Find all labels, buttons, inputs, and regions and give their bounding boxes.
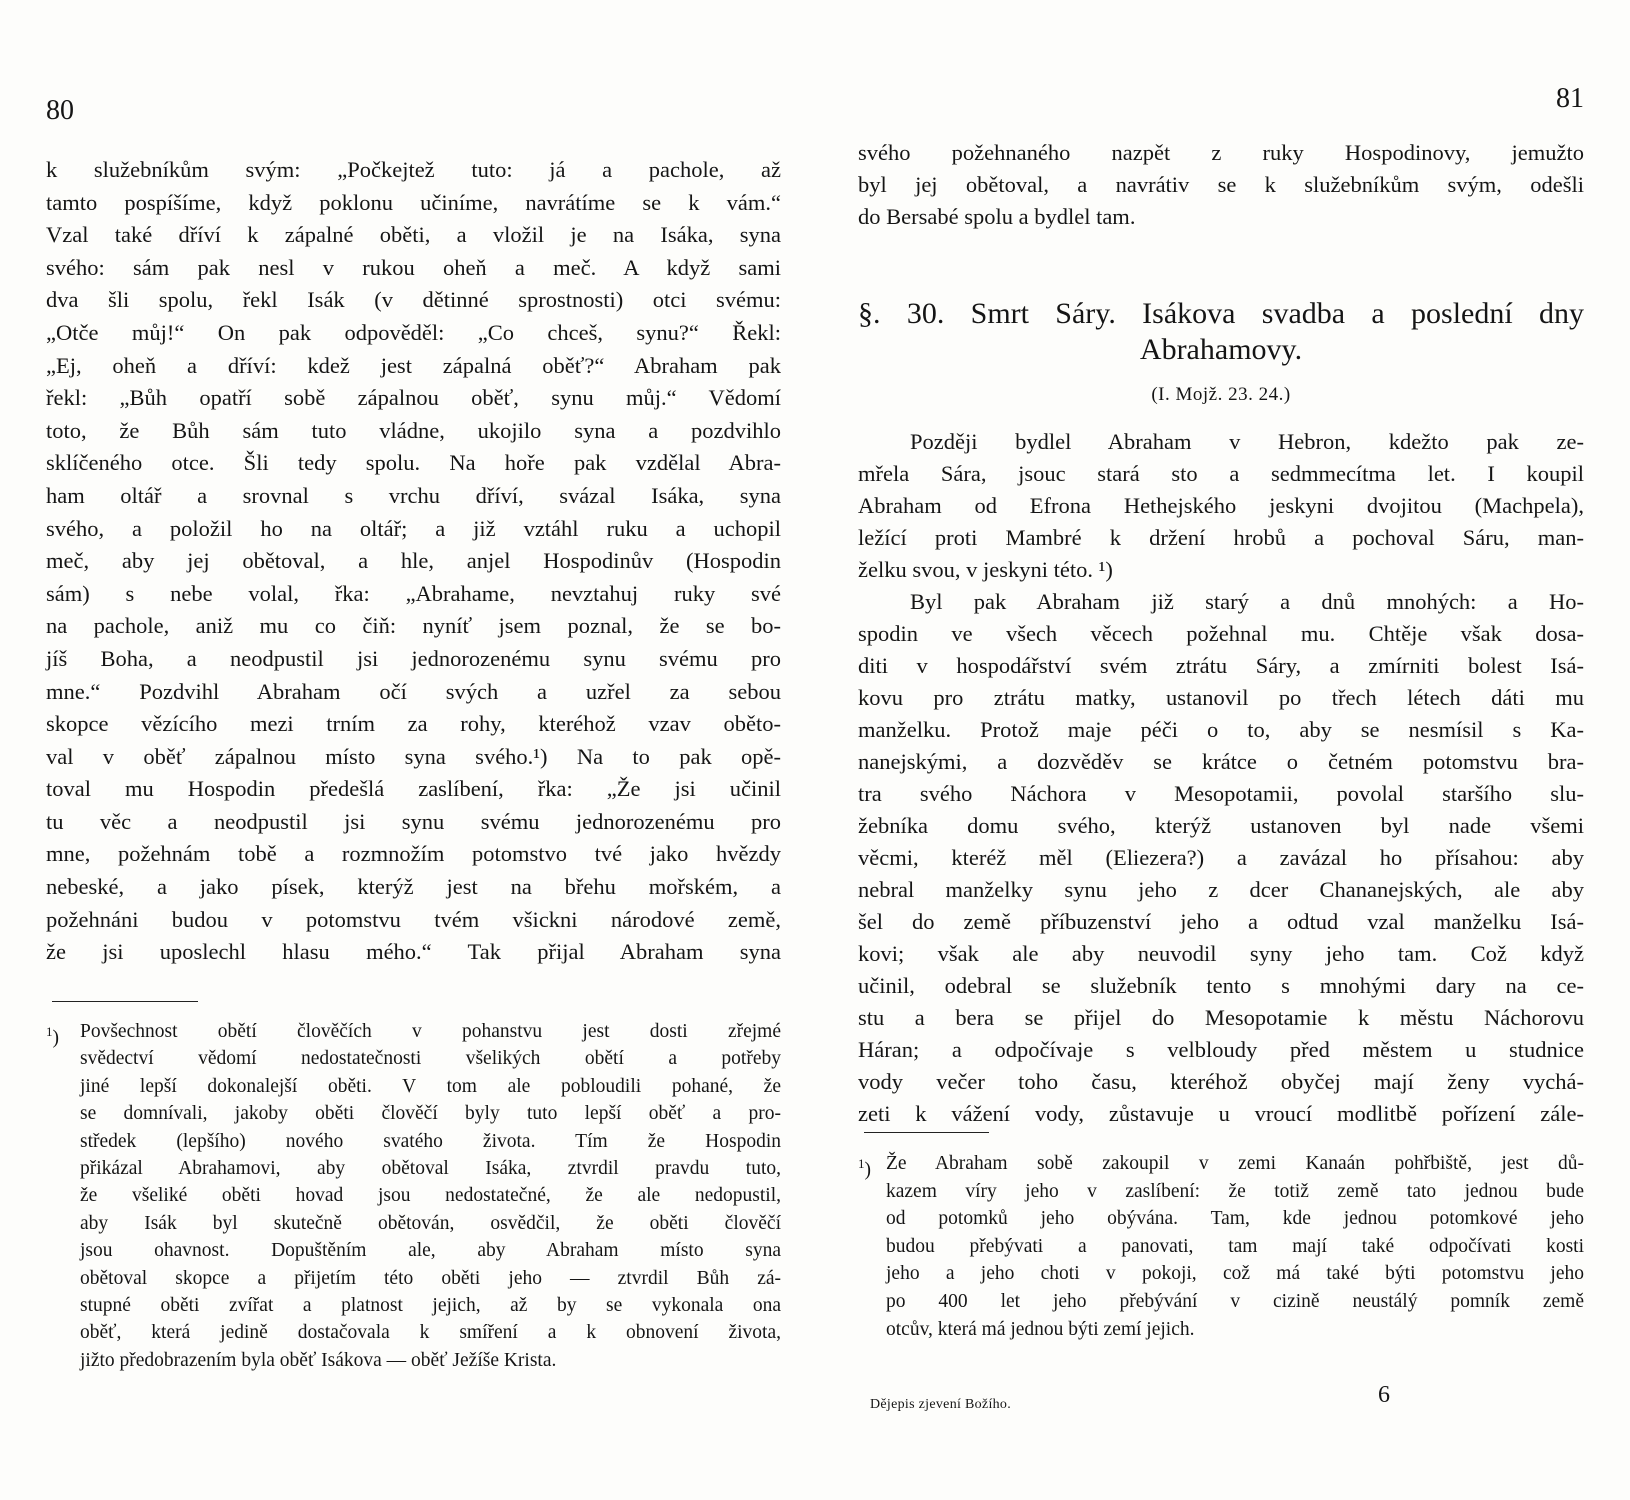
text-line: požehnáni budou v potomstvu tvém všickni národové země, bbox=[46, 906, 781, 932]
paragraph-line: Později bydlel Abraham v Hebron, kdežto pak ze- bbox=[910, 429, 1584, 454]
footnote-line bbox=[46, 1319, 781, 1346]
footnote-marker: $^1$) bbox=[858, 1156, 871, 1181]
footnote-text: oběť, která jedině dostačovala k smíření a k obnovení života, bbox=[80, 1322, 781, 1344]
footnote-text: jiné lepší dokonalejší oběti. V tom ale pobloudili pohané, že bbox=[80, 1075, 781, 1097]
text-line: mne.“ Pozdvihl Abraham očí svých a uzřel za sebou bbox=[46, 678, 781, 704]
footnote-line bbox=[46, 1265, 781, 1292]
text-line: svého požehnaného nazpět z ruky Hospodinovy, jemužto bbox=[858, 140, 1584, 165]
paragraph-line: spodin ve všech věcech požehnal mu. Chtěje však dosa- bbox=[858, 621, 1584, 646]
paragraph-line: želku svou, v jeskyni této. ¹) bbox=[858, 557, 1113, 582]
footnote-text: středek (lepšího) nového svatého života. Tím že Hospodin bbox=[80, 1130, 781, 1152]
footnote-text: otcův, která má jednou býti zemí jejich. bbox=[886, 1318, 1195, 1340]
paragraph-line: zeti k vážení vody, zůstavuje u vroucí modlitbě pořízení zále- bbox=[858, 1101, 1584, 1126]
paragraph-line: Háran; a odpočívaje s velbloudy před městem u studnice bbox=[858, 1037, 1584, 1062]
text-line: svého: sám pak nesl v rukou oheň a meč. A když sami bbox=[46, 254, 781, 280]
signature-title: Dějepis zjevení Božího. bbox=[870, 1397, 1012, 1412]
footnote bbox=[46, 1018, 781, 1374]
footnote-text: stupné oběti zvířat a platnost jejich, až by se vykonala ona bbox=[80, 1294, 781, 1316]
main-text bbox=[46, 154, 781, 969]
section-title: §. 30. Smrt Sáry. Isákova svadba a poslední dny bbox=[858, 297, 1584, 330]
footnote-line bbox=[46, 1237, 781, 1264]
footnote-text: aby Isák byl skutečně obětován, osvědčil, že oběti člověčí bbox=[80, 1212, 781, 1234]
text-line: že jsi uposlechl hlasu mého.“ Tak přijal Abraham syna bbox=[46, 939, 781, 965]
footnote-text: Povšechnost obětí člověčích v pohanstvu jest dosti zřejmé bbox=[80, 1021, 781, 1042]
text-line: sám) s nebe volal, řka: „Abrahame, nevztahuj ruky své bbox=[46, 580, 781, 606]
footnote-text: že všeliké oběti hovad jsou nedostatečné, že ale nedopustil, bbox=[80, 1185, 781, 1207]
footnote-marker-number: 1 bbox=[46, 1024, 53, 1039]
continued-text bbox=[858, 137, 1584, 233]
footnote-line bbox=[46, 1128, 781, 1155]
text-line: meč, aby jej obětoval, a hle, anjel Hospodinův (Hospodin bbox=[46, 548, 781, 574]
footnote-text: přikázal Abrahamovi, aby obětoval Isáka, ztvrdil pravdu tuto, bbox=[80, 1157, 781, 1179]
footnote bbox=[858, 1150, 1584, 1343]
text-line: nebeské, a jako písek, kterýž jest na břehu mořském, a bbox=[46, 874, 781, 900]
text-line: „Otče můj!“ On pak odpověděl: „Co chceš, synu?“ Řekl: bbox=[46, 319, 781, 345]
footnote-line bbox=[858, 1316, 1584, 1344]
page-number: 80 bbox=[46, 95, 74, 126]
paragraph-line: nebral manželky synu jeho z dcer Chananejských, ale aby bbox=[858, 877, 1584, 902]
paragraph-line: kovu pro ztrátu matky, ustanovil po třech létech dáti mu bbox=[858, 685, 1584, 710]
paragraph-line: vody večer toho času, kteréhož obyčej mají ženy vychá- bbox=[858, 1069, 1584, 1094]
footnote-rule bbox=[52, 1001, 198, 1002]
text-line: „Ej, oheň a dříví: kdež jest zápalná oběť?“ Abraham pak bbox=[46, 352, 781, 378]
text-line: tu věc a neodpustil jsi synu svému jednorozenému pro bbox=[46, 808, 781, 834]
text-line: do Bersabé spolu a bydlel tam. bbox=[858, 204, 1136, 229]
paragraph-line: věcmi, kteréž měl (Eliezera?) a zavázal ho přísahou: aby bbox=[858, 845, 1584, 870]
page-number: 81 bbox=[1556, 83, 1584, 114]
paragraph-line: učinil, odebral se služebník tento s mnohými dary na ce- bbox=[858, 973, 1584, 998]
text-line: řekl: „Bůh opatří sobě zápalnou oběť, synu můj.“ Vědomí bbox=[46, 385, 781, 411]
text-line: na pachole, aniž mu co čiň: nyníť jsem poznal, že se bo- bbox=[46, 613, 781, 639]
paragraph-line: nanejskými, a dozvěděv se krátce o četném potomstvu bra- bbox=[858, 749, 1584, 774]
text-line: Vzal také dříví k zápalné oběti, a vložil je na Isáka, syna bbox=[46, 222, 781, 248]
text-line: toval mu Hospodin předešlá zaslíbení, řka: „Že jsi učinil bbox=[46, 776, 781, 802]
footnote-text: jsou ohavnost. Dopuštěním ale, aby Abraham místo syna bbox=[80, 1240, 781, 1262]
section-title-continued: Abrahamovy. bbox=[1139, 333, 1303, 366]
footnote-text: kazem víry jeho v zaslíbení: že totiž země tato jednou bude bbox=[886, 1180, 1584, 1202]
paragraph-line: mřela Sára, jsouc stará sto a sedmmecítma let. I koupil bbox=[858, 461, 1584, 486]
text-line: sklíčeného otce. Šli tedy spolu. Na hoře pak vzdělal Abra- bbox=[46, 450, 781, 476]
text-line: ham oltář a srovnal s vrchu dříví, svázal Isáka, syna bbox=[46, 482, 781, 508]
scripture-reference: (I. Mojž. 23. 24.) bbox=[1151, 384, 1291, 405]
paragraph-line: šel do země příbuzenství jeho a odtud vzal manželku Isá- bbox=[858, 909, 1584, 934]
footnote-rule bbox=[864, 1132, 989, 1133]
footnote-text: od potomků jeho obývána. Tam, kde jednou potomkové jeho bbox=[886, 1208, 1584, 1230]
footnote-line bbox=[46, 1182, 781, 1209]
signature-number: 6 bbox=[1378, 1382, 1390, 1408]
footnote-line bbox=[46, 1100, 781, 1127]
footnote-line bbox=[46, 1155, 781, 1182]
text-line: toto, že Bůh sám tuto vládne, ukojilo syna a pozdvihlo bbox=[46, 417, 781, 443]
footnote-line bbox=[858, 1178, 1584, 1206]
footnote-text: jeho a jeho choti v pokoji, což má také býti potomstvu jeho bbox=[886, 1263, 1584, 1285]
footnote-line bbox=[858, 1260, 1584, 1288]
footnote-text: obětoval skopce a přijetím této oběti jeho — ztvrdil Bůh zá- bbox=[80, 1267, 781, 1289]
text-line: k služebníkům svým: „Počkejtež tuto: já a pachole, až bbox=[46, 157, 781, 182]
paragraph-line: diti v hospodářství svém ztrátu Sáry, a zmírniti bolest Isá- bbox=[858, 653, 1584, 678]
footnote-text: budou přebývati a panovati, tam mají také odpočívati kosti bbox=[886, 1235, 1584, 1257]
footnote-text: se domnívali, jakoby oběti člověčí byly tuto lepší oběť a pro- bbox=[80, 1103, 781, 1125]
footnote-line bbox=[46, 1018, 781, 1049]
paragraph-line: tra svého Náchora v Mesopotamii, povolal staršího slu- bbox=[858, 781, 1584, 806]
footnote-marker: $^1$) bbox=[46, 1024, 59, 1049]
text-line: mne, požehnám tobě a rozmnožím potomstvo tvé jako hvězdy bbox=[46, 841, 781, 867]
footnote-text: jižto předobrazením byla oběť Isákova — oběť Ježíše Krista. bbox=[80, 1349, 557, 1371]
footnote-text: Že Abraham sobě zakoupil v zemi Kanaán pohřbiště, jest dů- bbox=[886, 1153, 1584, 1174]
footnote-line bbox=[858, 1233, 1584, 1261]
footnote-line bbox=[46, 1292, 781, 1319]
section-heading bbox=[858, 296, 1584, 410]
footnote-line bbox=[46, 1073, 781, 1100]
text-line: skopce vězícího mezi trním za rohy, kteréhož vzav oběto- bbox=[46, 711, 781, 737]
text-line: tamto pospíšíme, když poklonu učiníme, navrátíme se k vám.“ bbox=[46, 189, 781, 215]
section-body bbox=[858, 426, 1584, 1130]
footnote-line bbox=[46, 1210, 781, 1237]
text-line: dva šli spolu, řekl Isák (v dětinné sprostnosti) otci svému: bbox=[46, 287, 781, 313]
footnote-line bbox=[858, 1288, 1584, 1316]
paragraph-line: Byl pak Abraham již starý a dnů mnohých: a Ho- bbox=[910, 589, 1584, 614]
paragraph-line: stu a bera se přijel do Mesopotamie k městu Náchorovu bbox=[858, 1005, 1584, 1030]
footnote-line bbox=[46, 1045, 781, 1072]
footnote-text: po 400 let jeho přebývání v cizině neustálý pomník země bbox=[886, 1290, 1584, 1312]
footnote-line bbox=[858, 1205, 1584, 1233]
text-line: val v oběť zápalnou místo syna svého.¹) Na to pak opě- bbox=[46, 743, 781, 769]
footnote-text: svědectví vědomí nedostatečnosti všelikých obětí a potřeby bbox=[80, 1048, 781, 1070]
paragraph-line: manželku. Protož maje péči o to, aby se nesmísil s Ka- bbox=[858, 717, 1584, 742]
text-line: jíš Boha, a neodpustil jsi jednorozenému synu svému pro bbox=[46, 645, 781, 671]
text-line: byl jej obětoval, a navrátiv se k služebníkům svým, odešli bbox=[858, 172, 1584, 197]
paragraph-line: kovi; však ale aby neuvodil syny jeho tam. Což když bbox=[858, 941, 1584, 966]
paragraph-line: ležící proti Mambré k držení hrobů a pochoval Sáru, man- bbox=[858, 525, 1584, 550]
footnote-line bbox=[858, 1150, 1584, 1181]
footnote-line bbox=[46, 1347, 781, 1374]
footnote-marker-number: 1 bbox=[858, 1156, 865, 1171]
paragraph-line: žebníka domu svého, kterýž ustanoven byl nade všemi bbox=[858, 813, 1584, 838]
text-line: svého, a položil ho na oltář; a již vztáhl ruku a uchopil bbox=[46, 515, 781, 541]
paragraph-line: Abraham od Efrona Hethejského jeskyni dvojitou (Machpela), bbox=[858, 493, 1584, 518]
